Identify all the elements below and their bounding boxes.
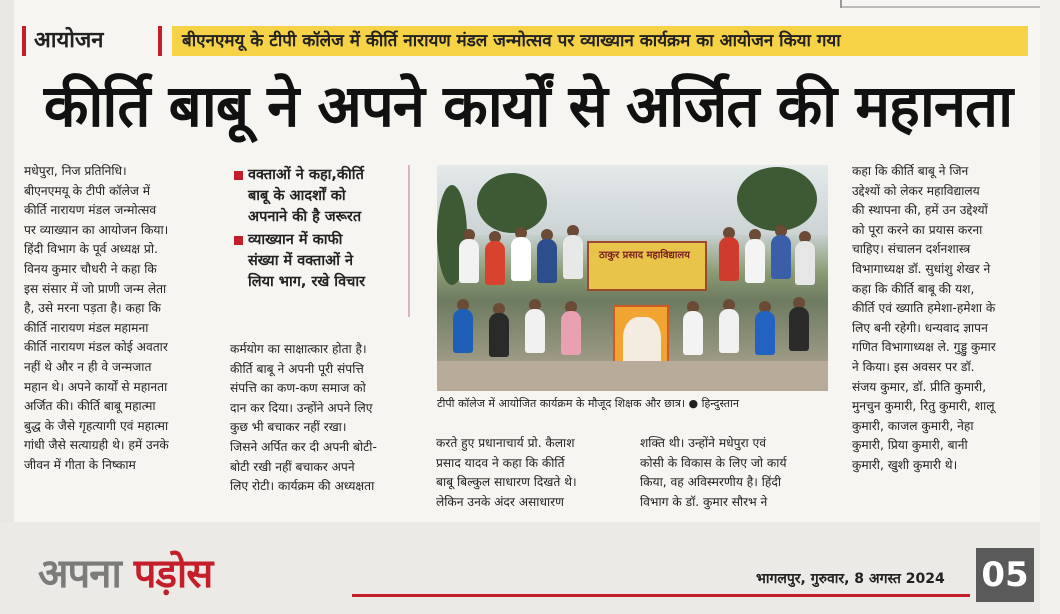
body-line: प्रसाद यादव ने कहा कि कीर्ति	[436, 455, 565, 470]
body-line: हिंदी विभाग के पूर्व अध्यक्ष प्रो.	[24, 242, 158, 257]
body-line: किया, वह अविस्मरणीय है। हिंदी	[640, 475, 782, 490]
body-line: को पूरा करने का प्रयास करना	[852, 222, 983, 237]
body-line: बोटी रखी नहीं बचाकर अपने	[230, 459, 355, 474]
body-line: ने किया। इस अवसर पर डॉ.	[852, 359, 975, 374]
kicker-bar-left	[22, 26, 26, 56]
body-line: दान कर दिया। उन्होंने अपने लिए	[230, 400, 373, 415]
college-banner	[587, 241, 707, 291]
body-line: चाहिए। संचालन दर्शनशास्त्र	[852, 242, 971, 257]
section-title	[38, 546, 212, 602]
body-line: गांधी जैसे सत्याग्रही थे। हमें उनके	[24, 438, 169, 453]
body-line: कहा कि कीर्ति बाबू ने जिन	[852, 164, 969, 178]
pull-quote-line: बाबू के आदर्शों को	[248, 188, 346, 204]
pull-quote-line: संख्या में वक्ताओं ने	[248, 253, 353, 269]
body-line: कीर्ति बाबू ने अपनी पूरी संपत्ति	[230, 361, 364, 376]
photo-tree	[737, 167, 817, 231]
photo-caption: टीपी कॉलेज में आयोजित कार्यक्रम के मौजूद शिक्षक और छात्र। ● हिन्दुस्तान	[437, 397, 740, 410]
pull-quote-2	[230, 230, 408, 293]
body-line: कोसी के विकास के लिए जो कार्य	[640, 455, 787, 470]
column-3	[436, 434, 636, 512]
main-headline: कीर्ति बाबू ने अपने कार्यों से अर्जित की महानता	[43, 72, 1013, 140]
body-line: इस संसार में जो प्राणी जन्म लेता	[24, 281, 167, 296]
pull-quote-line: वक्ताओं ने कहा,कीर्ति	[248, 167, 364, 183]
pull-quote-line: लिया भाग, रखे विचार	[248, 274, 366, 290]
body-line: संजय कुमार, डॉ. प्रीति कुमारी,	[852, 379, 987, 394]
body-line: कीर्ति नारायण मंडल जन्मोत्सव	[24, 203, 157, 218]
body-line: कीर्ति एवं ख्याति हमेशा-हमेशा के	[852, 301, 996, 316]
kicker-bar-right	[158, 26, 162, 56]
body-line: जीवन में गीता के निष्काम	[24, 457, 136, 472]
kicker-label: आयोजन	[34, 28, 104, 53]
body-line: उद्देश्यों को लेकर महाविद्यालय	[852, 183, 980, 198]
body-line: बाबू बिल्कुल साधारण दिखते थे।	[436, 475, 577, 490]
pull-quote-1	[230, 165, 408, 228]
body-line: लिए बनी रहेगी। धन्यवाद ज्ञापन	[852, 320, 988, 335]
body-line: कुमारी, प्रिया कुमारी, बानी	[852, 438, 968, 453]
body-line: कुछ भी बचाकर नहीं रखा।	[230, 420, 347, 435]
banner-text: ठाकुर प्रसाद महाविद्यालय	[599, 250, 690, 261]
pull-quote-line: व्याख्यान में काफी	[248, 232, 343, 248]
body-line: लेकिन उनके अंदर असाधारण	[436, 494, 564, 509]
pull-quote-box	[230, 165, 410, 317]
body-line: कुमारी, काजल कुमारी, नेहा	[852, 418, 974, 433]
pull-quote-line: अपनाने की है जरूरत	[248, 209, 362, 225]
body-line: विनय कुमार चौधरी ने कहा कि	[24, 261, 157, 276]
footer-rule	[352, 594, 970, 597]
body-line: गणित विभागाध्यक्ष ले. गुड्डु कुमार	[852, 340, 996, 355]
body-line: शक्ति थी। उन्होंने मधेपुरा एवं	[640, 436, 767, 450]
body-line: बुद्ध के जैसे गृहत्यागी एवं महात्मा	[24, 418, 169, 433]
right-margin	[1040, 0, 1060, 614]
dateline: भागलपुर, गुरुवार, 8 अगस्त 2024	[756, 571, 945, 587]
body-line: बीएनएमयू के टीपी कॉलेज में	[24, 183, 151, 198]
section-title-gray: अपना	[38, 551, 121, 597]
column-2	[230, 340, 426, 497]
body-line: है, उसे मरना पड़ता है। कहा कि	[24, 301, 161, 316]
top-rule	[840, 0, 1040, 8]
body-line: मुनचुन कुमारी, रितु कुमारी, शालू	[852, 399, 995, 414]
body-line: लिए रोटी। कार्यक्रम की अध्यक्षता	[230, 479, 375, 494]
body-line: महान थे। अपने कार्यों से महानता	[24, 379, 168, 394]
body-line: विभागाध्यक्ष डॉ. सुधांशु शेखर ने	[852, 261, 991, 276]
body-line: विभाग के डॉ. कुमार सौरभ ने	[640, 494, 768, 509]
body-line: संपत्ति का कण-कण समाज को	[230, 381, 366, 396]
body-line: जिसने अर्पित कर दी अपनी बोटी-	[230, 439, 377, 454]
column-4	[640, 434, 836, 512]
bullet-square-icon	[234, 236, 243, 245]
body-line: कीर्ति नारायण मंडल महामना	[24, 320, 149, 335]
section-title-red: पड़ोस	[133, 551, 213, 597]
bullet-square-icon	[234, 171, 243, 180]
strap-headline: बीएनएमयू के टीपी कॉलेज में कीर्ति नारायण मंडल जन्मोत्सव पर व्याख्यान कार्यक्रम का आयोजन किया गया	[172, 26, 1028, 56]
body-line: की स्थापना की, हमें उन उद्देश्यों	[852, 203, 988, 218]
body-line: कर्मयोग का साक्षात्कार होता है।	[230, 342, 367, 356]
page-number: 05	[976, 548, 1034, 602]
photo-tree	[477, 173, 547, 233]
body-line: पर व्याख्यान का आयोजन किया।	[24, 222, 169, 237]
column-1	[24, 162, 224, 476]
group-photo	[437, 165, 828, 391]
body-line: कहा कि कीर्ति बाबू की यश,	[852, 281, 975, 296]
body-line: कीर्ति नारायण मंडल कोई अवतार	[24, 340, 168, 355]
body-line: अर्जित की। कीर्ति बाबू महात्मा	[24, 399, 156, 414]
body-line: कुमारी, खुशी कुमारी थे।	[852, 457, 958, 472]
column-5	[852, 162, 1038, 476]
body-line: नहीं थे और न ही वे जन्मजात	[24, 359, 152, 374]
body-line: मधेपुरा, निज प्रतिनिधि।	[24, 164, 127, 178]
body-line: करते हुए प्रधानाचार्य प्रो. कैलाश	[436, 436, 575, 450]
photo-ground	[437, 361, 828, 391]
